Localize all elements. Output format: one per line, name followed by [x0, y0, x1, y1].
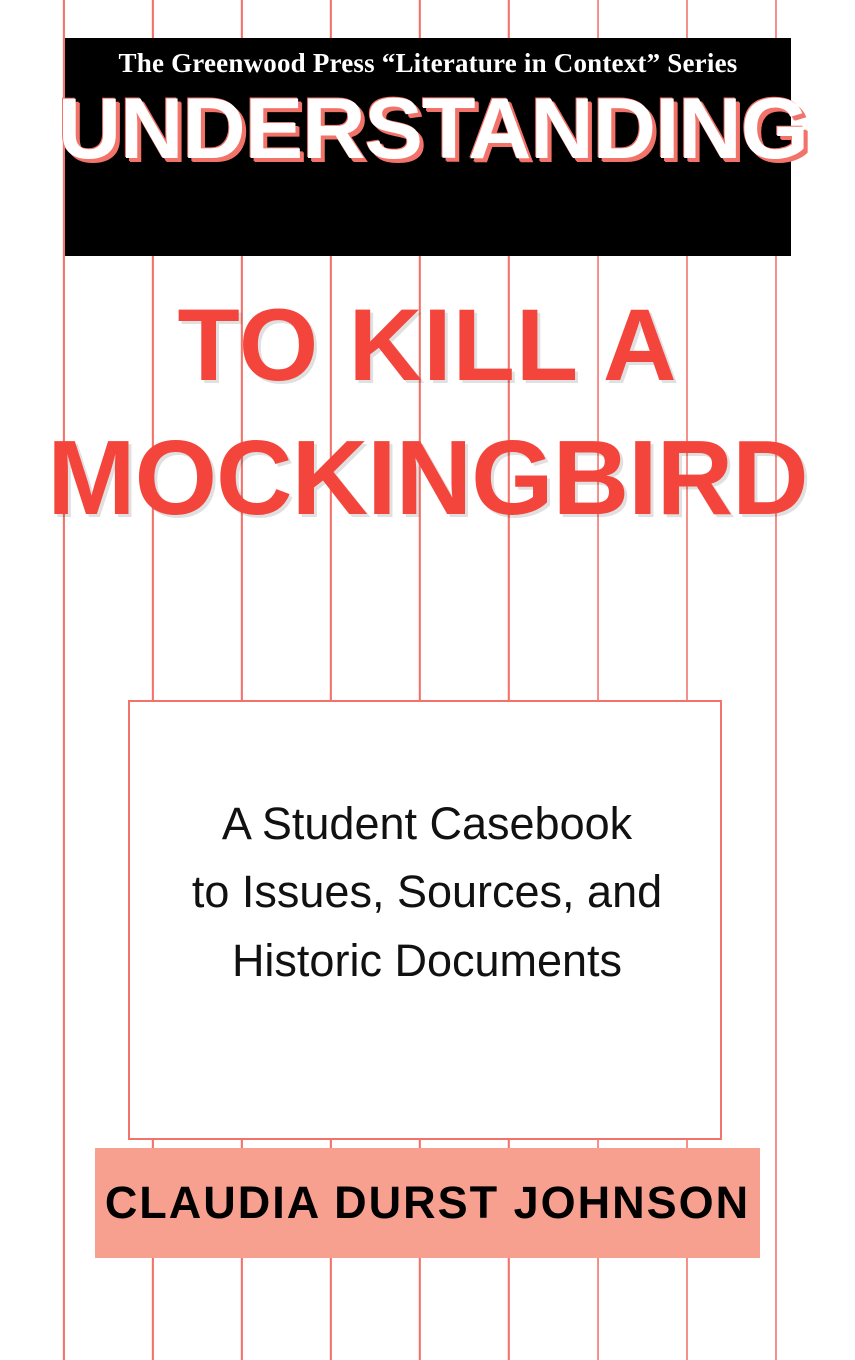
series-line: The Greenwood Press “Literature in Context” Series	[118, 48, 738, 78]
book-title-line-2: MOCKINGBIRD	[47, 418, 808, 537]
book-title-line-1: TO KILL A	[177, 288, 678, 402]
author-name: CLAUDIA DURST JOHNSON	[104, 1177, 751, 1228]
book-subtitle-line-3: Historic Documents	[231, 934, 623, 986]
series-word-understanding: UNDERSTANDING	[57, 81, 808, 177]
book-subtitle-line-2: to Issues, Sources, and	[191, 866, 663, 918]
author-band	[95, 1148, 760, 1258]
header-black-band	[57, 38, 808, 256]
subtitle-box	[128, 700, 722, 1140]
book-subtitle	[130, 790, 724, 995]
book-subtitle-line-1: A Student Casebook	[221, 798, 633, 849]
book-title	[0, 280, 855, 546]
